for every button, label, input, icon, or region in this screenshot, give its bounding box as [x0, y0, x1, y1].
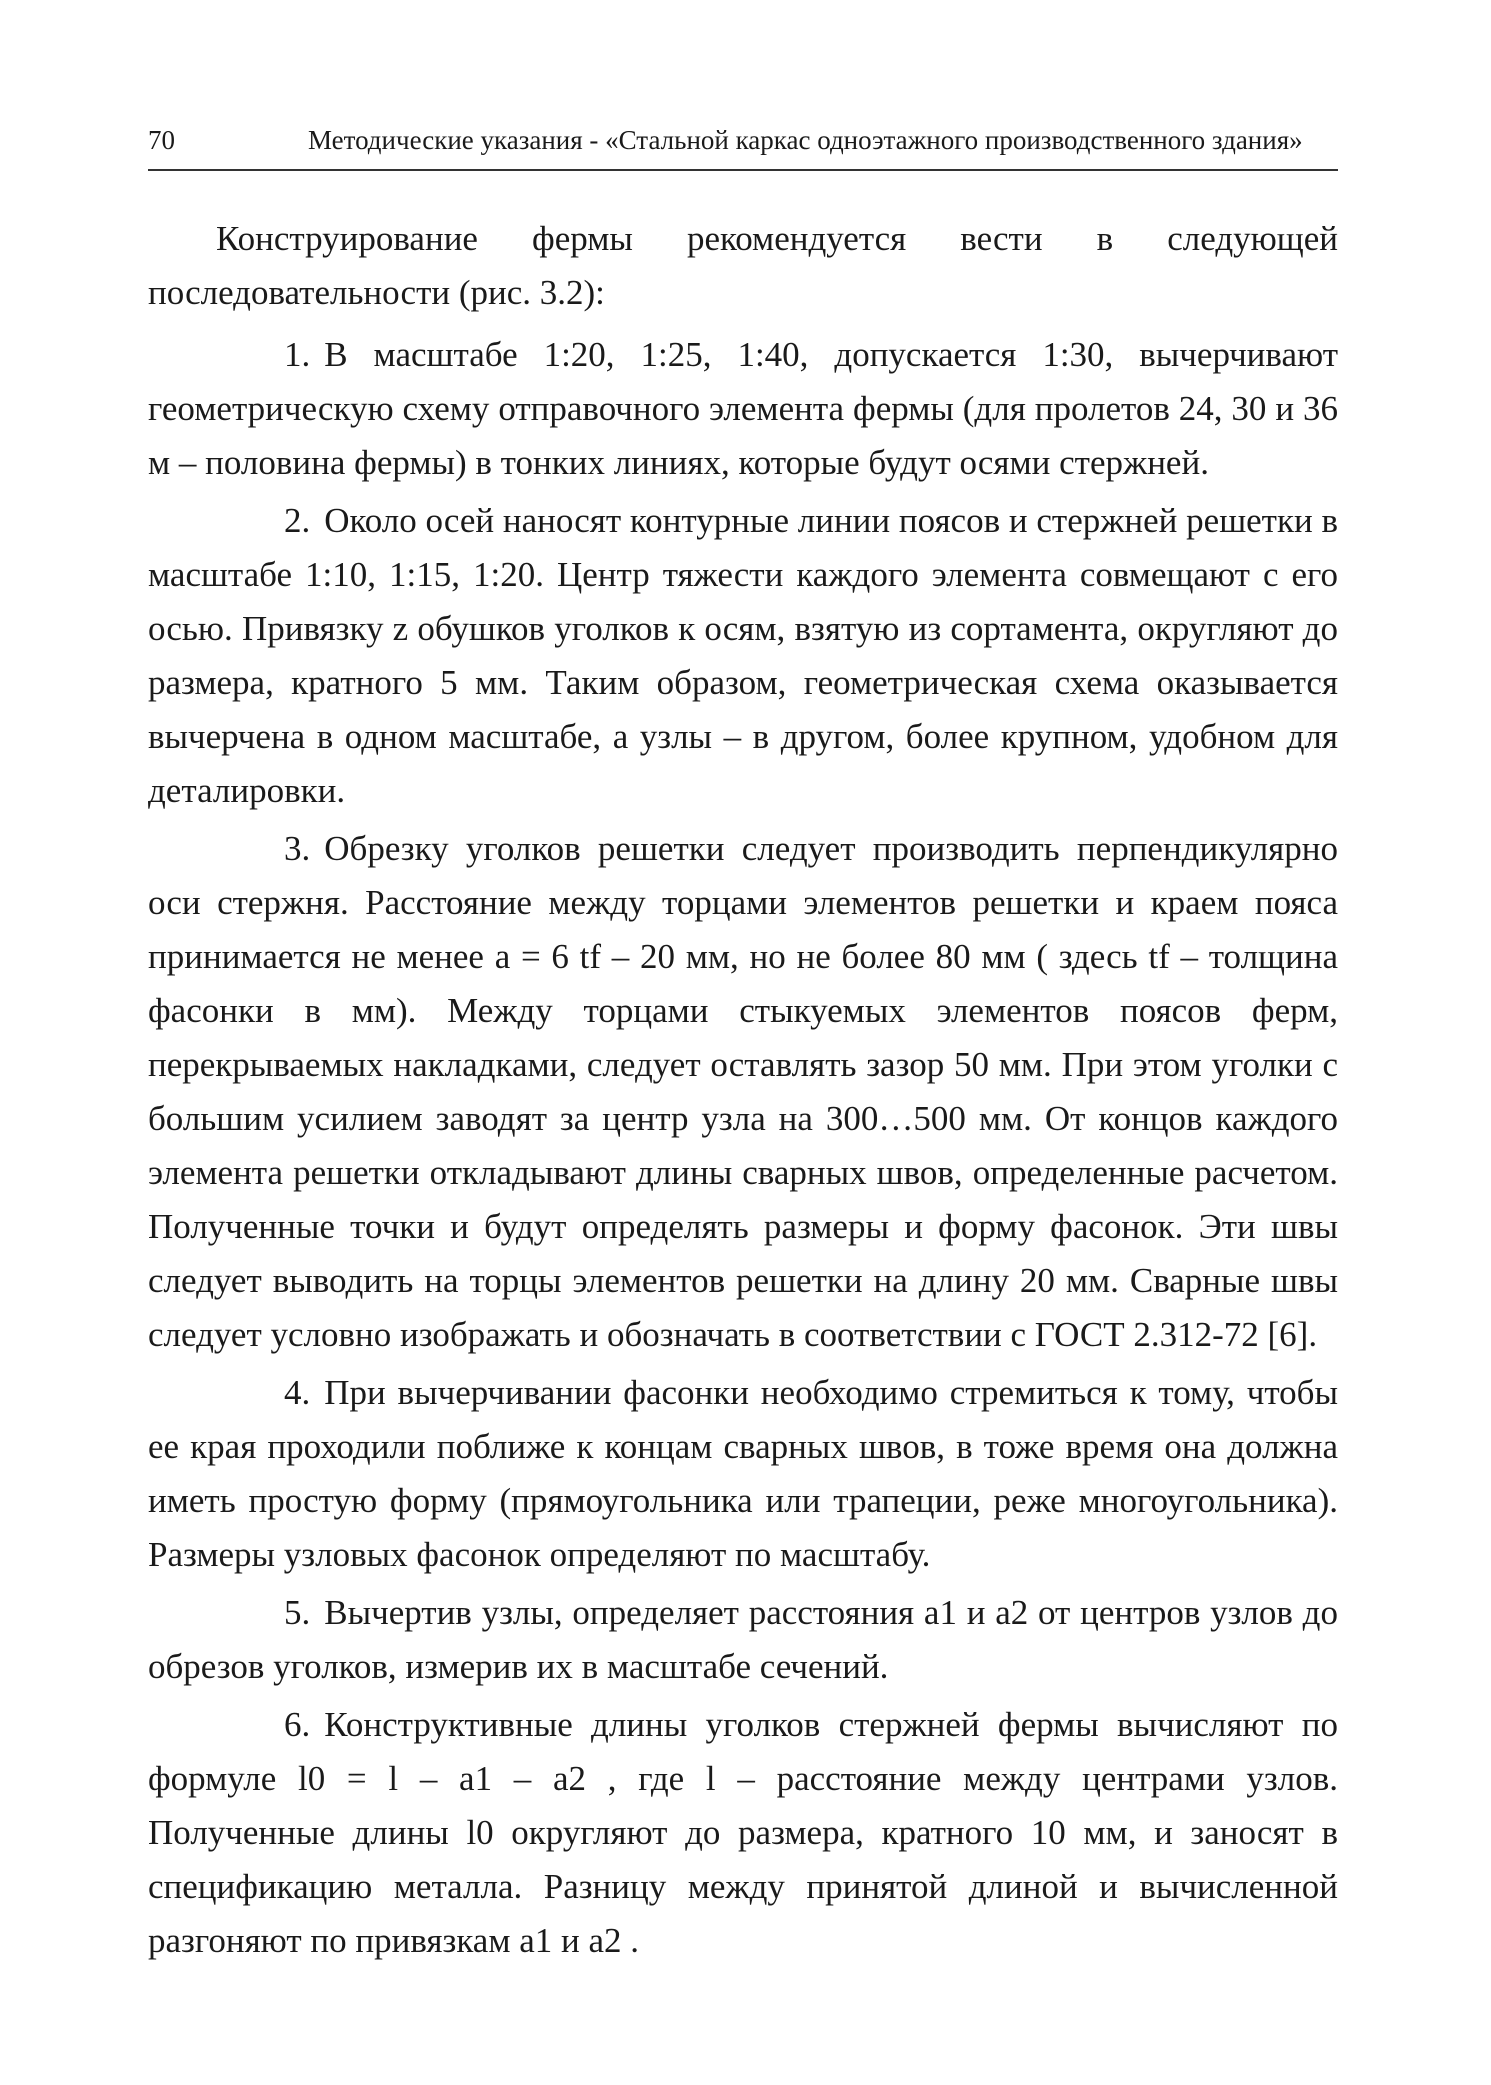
item-text: Конструктивные длины уголков стержней фермы вычисляют по формуле l0 = l – a1 – a2 , где l – расстояние между центрами узлов. Полученные длины l0 округляют до размера, кратного 10 мм, и заносят в спецификацию металла. Разницу между принятой длиной и вычисленной разгоняют по привязкам a1 и a2 .	[148, 1705, 1338, 1960]
item-number: 6.	[284, 1705, 311, 1744]
item-number: 2.	[284, 501, 311, 540]
item-number: 4.	[284, 1373, 311, 1412]
item-number: 1.	[284, 335, 311, 374]
item-text: При вычерчивании фасонки необходимо стремиться к тому, чтобы ее края проходили поближе к концам сварных швов, в тоже время она должна иметь простую форму (прямоугольника или трапеции, реже многоугольника). Размеры узловых фасонок определяют по масштабу.	[148, 1373, 1338, 1574]
intro-paragraph: Конструирование фермы рекомендуется вести в следующей последовательности (рис. 3.2):	[148, 219, 1338, 312]
running-header	[148, 125, 1338, 171]
list-item-5	[148, 1586, 1338, 1694]
item-text: В масштабе 1:20, 1:25, 1:40, допускается 1:30, вычерчивают геометрическую схему отправочного элемента фермы (для пролетов 24, 30 и 36 м – половина фермы) в тонких линиях, которые будут осями стержней.	[148, 335, 1338, 482]
item-text: Обрезку уголков решетки следует производить перпендикулярно оси стержня. Расстояние между торцами элементов решетки и краем пояса принимается не менее a = 6 tf – 20 мм, но не более 80 мм ( здесь tf – толщина фасонки в мм). Между торцами стыкуемых элементов поясов ферм, перекрываемых накладками, следует оставлять зазор 50 мм. При этом уголки с большим усилием заводят за центр узла на 300…500 мм. От концов каждого элемента решетки откладывают длины сварных швов, определенные расчетом. Полученные точки и будут определять размеры и форму фасонок. Эти швы следует выводить на торцы элементов решетки на длину 20 мм. Сварные швы следует условно изображать и обозначать в соответствии с ГОСТ 2.312-72 [6].	[148, 829, 1338, 1354]
list-item-4	[148, 1366, 1338, 1582]
header-title: Методические указания - «Стальной каркас одноэтажного производственного здания»	[308, 125, 1303, 155]
item-number: 5.	[284, 1593, 311, 1632]
item-number: 3.	[284, 829, 311, 868]
item-text: Около осей наносят контурные линии поясов и стержней решетки в масштабе 1:10, 1:15, 1:20. Центр тяжести каждого элемента совмещают с его осью. Привязку z обушков уголков к осям, взятую из сортамента, округляют до размера, кратного 5 мм. Таким образом, геометрическая схема оказывается вычерчена в одном масштабе, а узлы – в другом, более крупном, удобном для деталировки.	[148, 501, 1338, 810]
list-item-2	[148, 494, 1338, 818]
item-text: Вычертив узлы, определяет расстояния a1 и a2 от центров узлов до обрезов уголков, измерив их в масштабе сечений.	[148, 1593, 1338, 1686]
body-text	[148, 212, 1338, 1972]
list-item-6	[148, 1698, 1338, 1968]
page-number: 70	[148, 125, 175, 155]
list-item-1	[148, 328, 1338, 490]
list-item-3	[148, 822, 1338, 1362]
